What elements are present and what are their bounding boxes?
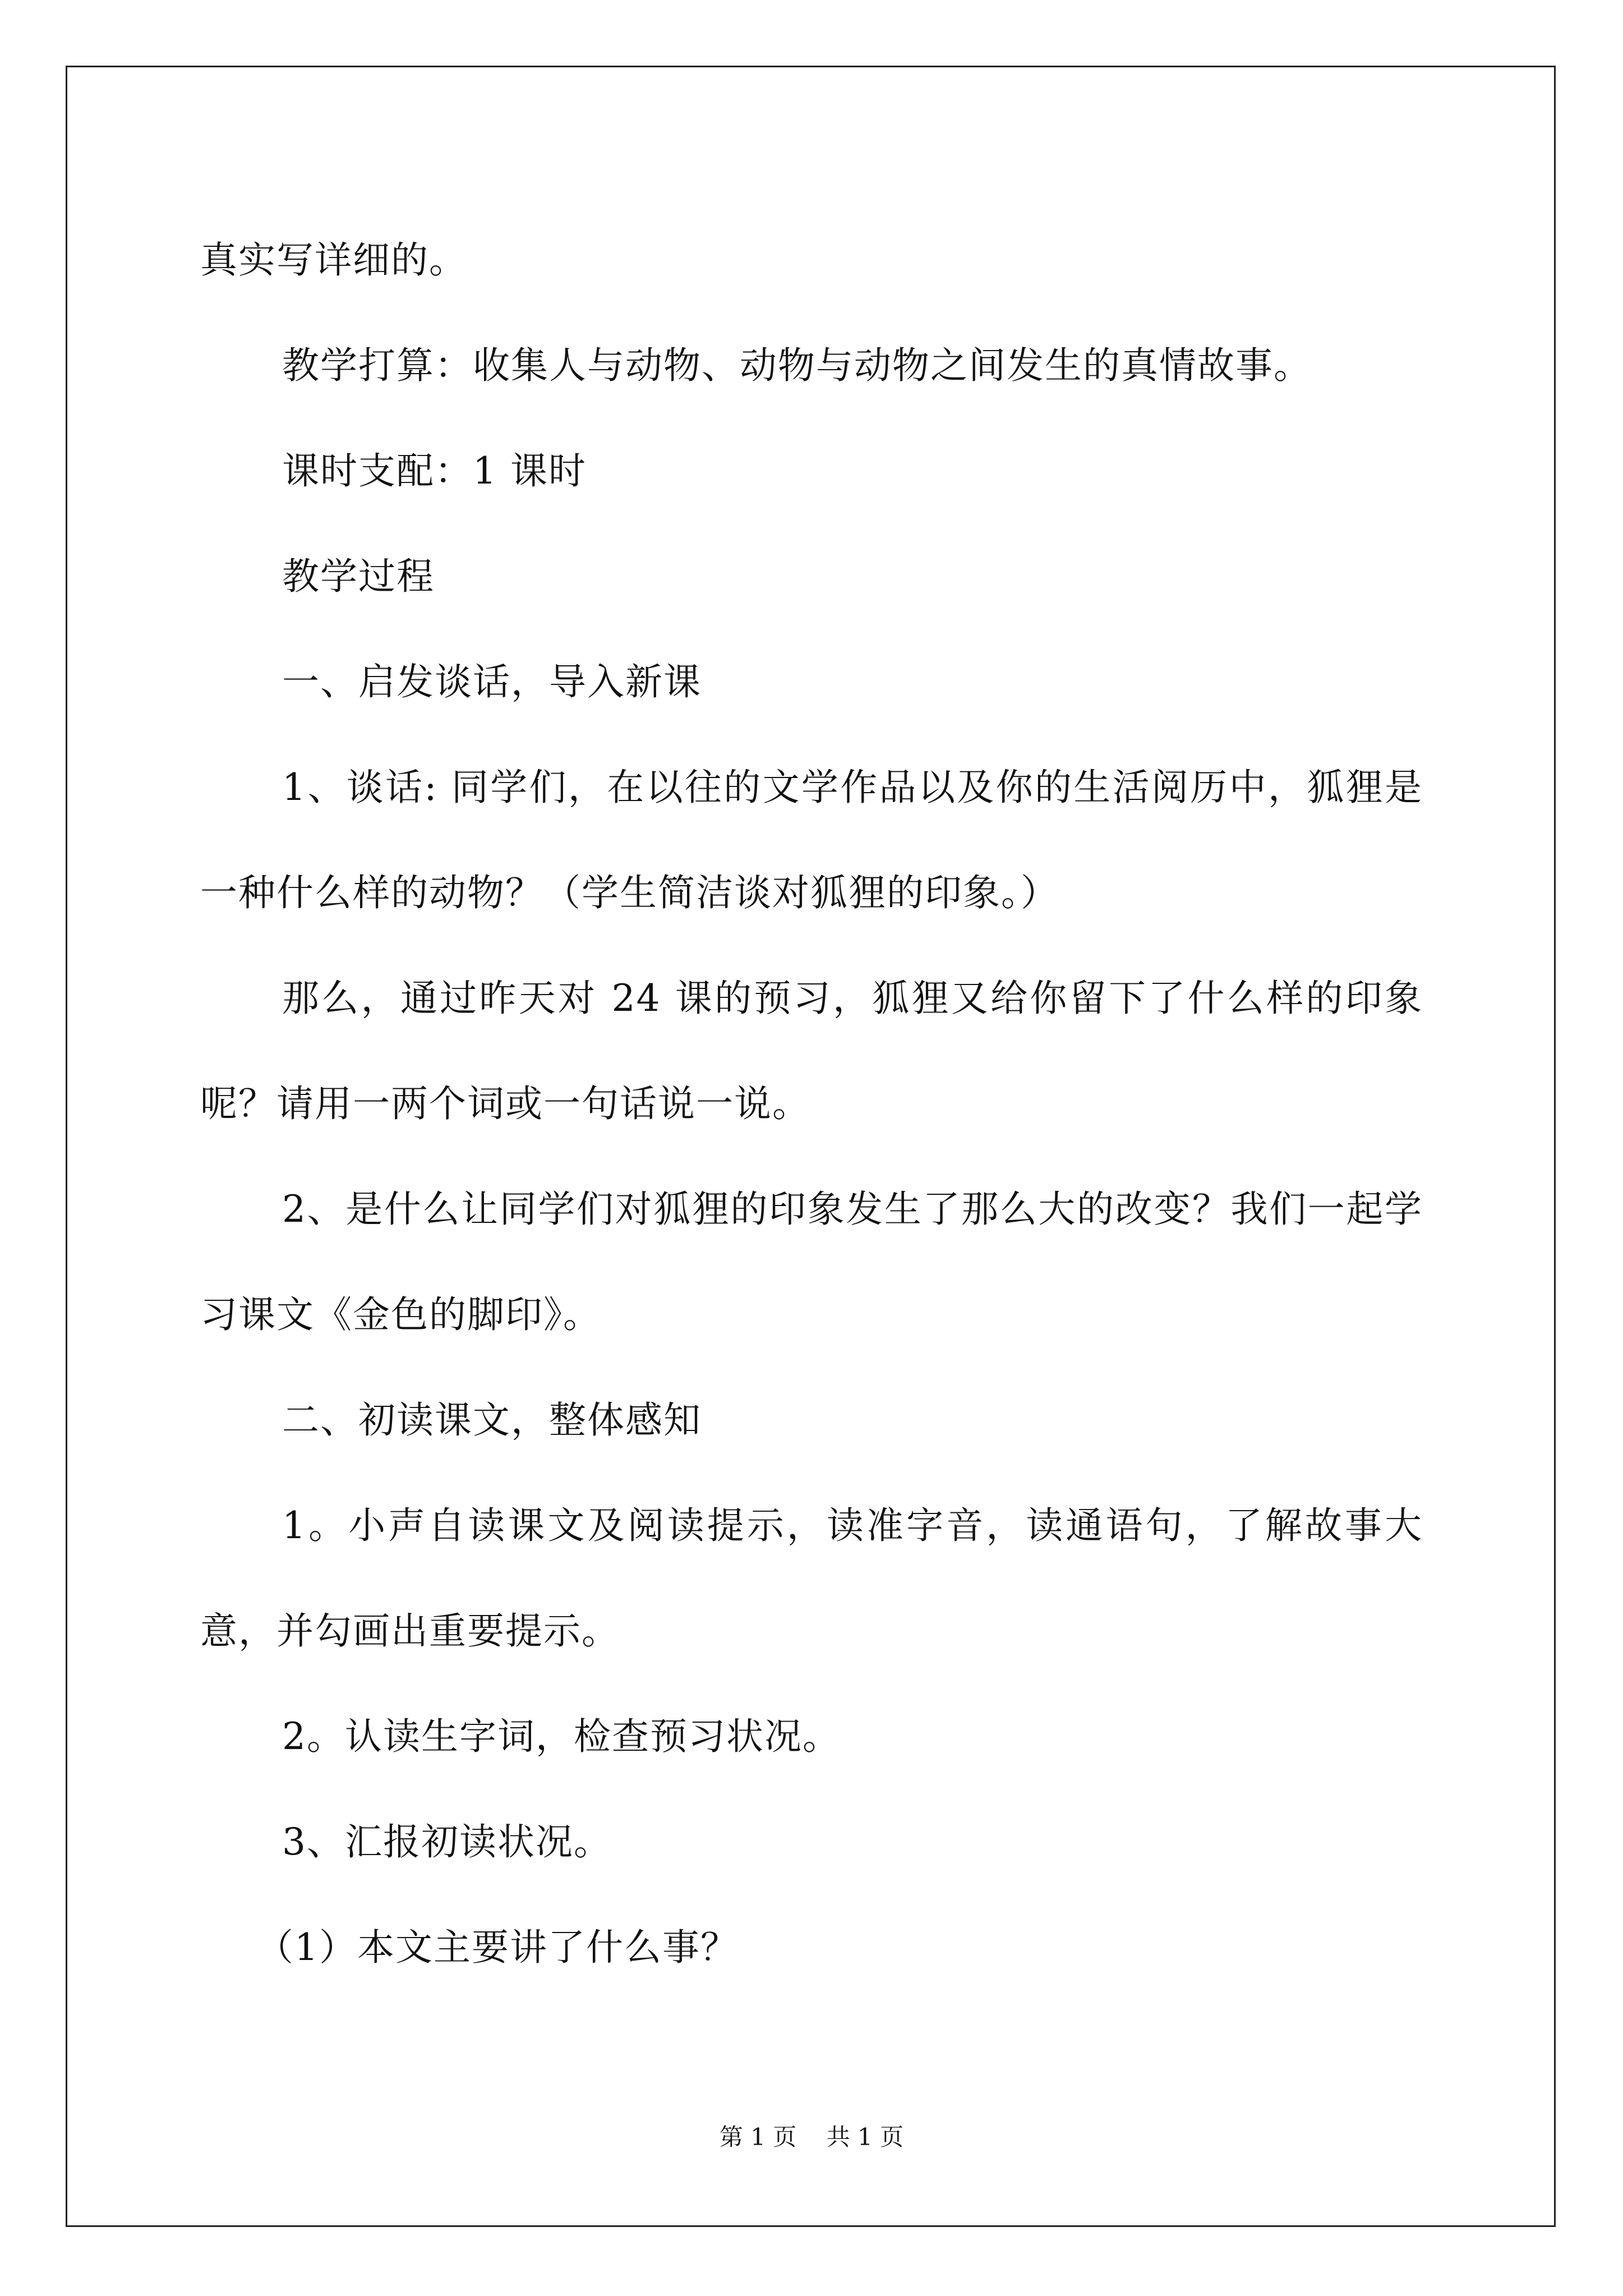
page-number: 第 1 页 <box>719 2123 797 2151</box>
paragraph: 那么，通过昨天对 24 课的预习，狐狸又给你留下了什么样的印象呢？请用一两个词或一句话说一说。 <box>200 977 1423 1125</box>
paragraph: 真实写详细的。 <box>200 238 467 282</box>
paragraph: 1、谈话: 同学们，在以往的文学作品以及你的生活阅历中，狐狸是一种什么样的动物？（学生简洁谈对狐狸的印象。） <box>200 766 1423 914</box>
paragraph: 1。小声自读课文及阅读提示，读准字音，读通语句，了解故事大意，并勾画出重要提示。 <box>200 1504 1423 1653</box>
paragraph: 2、是什么让同学们对狐狸的印象发生了那么大的改变？我们一起学习课文《金色的脚印》。 <box>200 1188 1423 1336</box>
page-footer <box>0 2120 1623 2154</box>
paragraph: 教学打算：收集人与动物、动物与动物之间发生的真情故事。 <box>282 344 1312 387</box>
paragraph: （1）本文主要讲了什么事？ <box>256 1926 739 1969</box>
paragraph: 2。认读生字词，检查预习状况。 <box>282 1715 841 1758</box>
section-heading: 一、启发谈话，导入新课 <box>282 660 702 703</box>
section-heading: 二、初读课文，整体感知 <box>282 1398 702 1442</box>
paragraph: 3、汇报初读状况。 <box>282 1820 612 1864</box>
page-total: 共 1 页 <box>826 2123 904 2151</box>
paragraph: 课时支配：1 课时 <box>282 449 587 493</box>
section-heading: 教学过程 <box>282 555 435 598</box>
document-body <box>200 208 1423 2000</box>
